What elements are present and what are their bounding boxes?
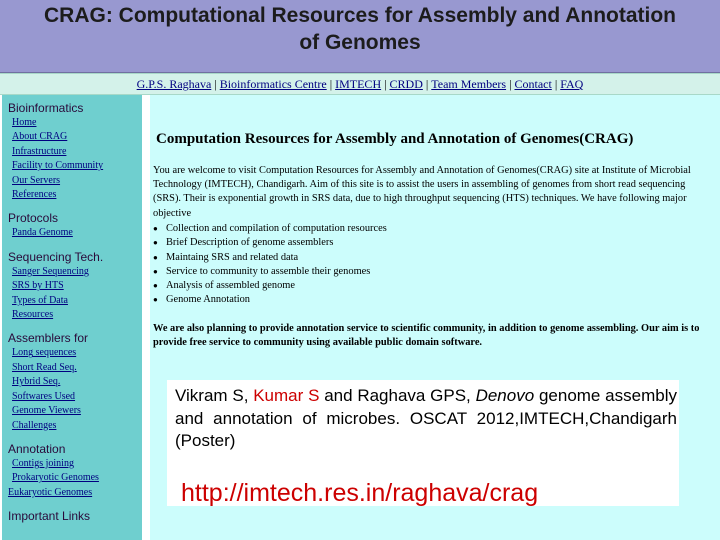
nav-link-crdd[interactable]: CRDD <box>389 77 423 91</box>
citation-author-kumar: Kumar S <box>253 386 320 405</box>
main-heading: Computation Resources for Assembly and Annotation of Genomes(CRAG) <box>156 131 634 147</box>
sidebar-item-resources[interactable]: Resources <box>12 309 54 321</box>
sidebar-item-panda-genome[interactable]: Panda Genome <box>12 227 73 239</box>
sidebar-item-softwares-used[interactable]: Softwares Used <box>12 390 76 402</box>
citation-title-italic: Denovo <box>475 386 535 405</box>
sidebar-section-important-links: Important Links <box>8 509 91 524</box>
nav-separator: | <box>425 77 429 91</box>
sidebar-section-sequencing-tech: Sequencing Tech. <box>8 249 104 264</box>
sidebar-item-contigs-joining[interactable]: Contigs joining <box>12 457 74 469</box>
citation-box <box>167 380 679 506</box>
nav-link-bioinformatics-centre[interactable]: Bioinformatics Centre <box>219 77 327 91</box>
nav-link-contact[interactable]: Contact <box>514 77 552 91</box>
sidebar-item-prokaryotic-genomes[interactable]: Prokaryotic Genomes <box>12 472 99 484</box>
nav-separator: | <box>554 77 558 91</box>
list-item: ● Collection and compilation of computation resources <box>153 222 387 236</box>
title-line-2: of Genomes <box>299 31 421 54</box>
sidebar-section-bioinformatics: Bioinformatics <box>8 101 84 115</box>
sidebar-item-genome-viewers[interactable]: Genome Viewers <box>12 405 81 417</box>
nav-separator: | <box>329 77 333 91</box>
sidebar-item-about-crag[interactable]: About CRAG <box>12 131 68 143</box>
future-plans-paragraph: We are also planning to provide annotation service to scientific community, in addition to genome assembling. Our aim is to provide free service to community using available public domain software. <box>153 323 700 349</box>
list-item: ● Maintaing SRS and related data <box>153 251 387 265</box>
list-item: ● Analysis of assembled genome <box>153 279 387 293</box>
intro-paragraph: You are welcome to visit Computation Resources for Assembly and Annotation of Genomes(CRAG) site at Institute of Microbial Technology (IMTECH), Chandigarh. Aim of this site is to assist the users in assembling of genomes from short read sequencing (SRS). Their is exponential growth in SRS data, due to high throughput sequencing (HTS) techniques. We have following major objective <box>153 165 691 219</box>
sidebar-item-our-servers[interactable]: Our Servers <box>12 174 61 186</box>
sidebar-section-assemblers: Assemblers for <box>8 331 89 346</box>
nav-link-faq[interactable]: FAQ <box>560 77 584 91</box>
nav-link-imtech[interactable]: IMTECH <box>335 77 382 91</box>
sidebar-section-annotation: Annotation <box>8 441 66 456</box>
nav-separator: | <box>384 77 387 91</box>
citation-author-raghava: and Raghava GPS, <box>324 386 471 405</box>
sidebar-item-eukaryotic-genomes[interactable]: Eukaryotic Genomes <box>8 486 93 498</box>
sidebar <box>2 95 142 540</box>
sidebar-item-home[interactable]: Home <box>12 117 37 128</box>
list-item: ● Brief Description of genome assemblers <box>153 236 387 250</box>
site-url-link[interactable]: http://imtech.res.in/raghava/crag <box>181 479 539 507</box>
citation-text <box>175 385 677 453</box>
nav-separator: | <box>214 77 217 91</box>
sidebar-item-sanger-sequencing[interactable]: Sanger Sequencing <box>12 265 89 277</box>
sidebar-item-infrastructure[interactable]: Infrastructure <box>12 145 67 157</box>
sidebar-item-facility-to-community[interactable]: Facility to Community <box>12 160 104 172</box>
sidebar-item-srs-by-hts[interactable]: SRS by HTS <box>12 280 64 292</box>
sidebar-item-references[interactable]: References <box>12 189 57 201</box>
page-header <box>0 0 720 73</box>
title-line-1: CRAG: Computational Resources for Assembly and Annotation <box>44 4 676 27</box>
sidebar-section-protocols: Protocols <box>8 211 59 226</box>
list-item: ● Service to community to assemble their genomes <box>153 265 387 279</box>
top-nav <box>0 73 720 95</box>
nav-link-team-members[interactable]: Team Members <box>431 77 507 91</box>
sidebar-item-types-of-data[interactable]: Types of Data <box>12 294 68 306</box>
objectives-list <box>153 222 387 308</box>
nav-link-raghava[interactable]: G.P.S. Raghava <box>136 77 212 91</box>
sidebar-item-long-sequences[interactable]: Long sequences <box>12 347 77 359</box>
nav-separator: | <box>509 77 512 91</box>
sidebar-item-short-read-seq[interactable]: Short Read Seq. <box>12 361 77 373</box>
citation-author-vikram: Vikram S, <box>175 386 249 405</box>
page-title <box>0 2 720 56</box>
list-item: ● Genome Annotation <box>153 293 387 307</box>
sidebar-item-hybrid-seq[interactable]: Hybrid Seq. <box>12 376 61 388</box>
citation-title-rest: genome assembly and annotation of microbes. OSCAT 2012,IMTECH,Chandigarh (Poster) <box>175 386 677 450</box>
sidebar-item-challenges[interactable]: Challenges <box>12 419 57 431</box>
